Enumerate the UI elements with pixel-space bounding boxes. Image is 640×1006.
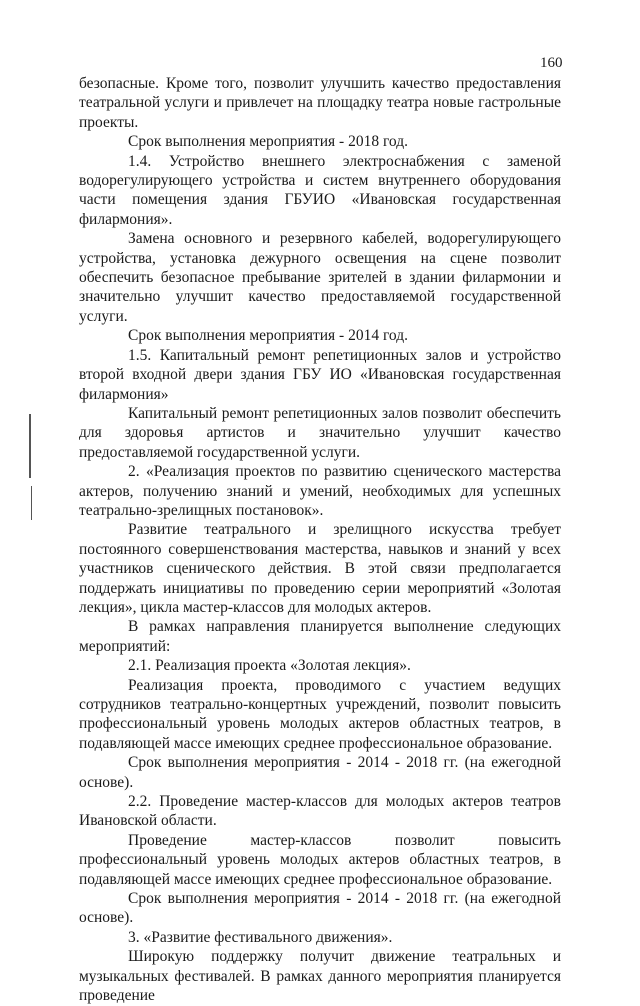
paragraph-13: Срок выполнения мероприятия - 2014 - 2018 гг. (на ежегодной основе). xyxy=(79,754,561,791)
paragraph-6: 1.5. Капитальный ремонт репетиционных залов и устройство второй входной двери здания ГБУ ИО «Ивановская государственная филармония» xyxy=(79,346,561,403)
paragraph-16: Срок выполнения мероприятия - 2014 - 2018 гг. (на ежегодной основе). xyxy=(79,890,561,927)
paragraph-9: Развитие театрального и зрелищного искусства требует постоянного совершенствования мастерства, навыков и знаний у всех участников сценического действия. В этой связи предполагается поддержать инициативы по проведению серии мероприятий «Золотая лекция», цикла мастер-классов для молодых актеров. xyxy=(79,521,561,616)
paragraph-18: Широкую поддержку получит движение театральных и музыкальных фестивалей. В рамках данного мероприятия планируется проведение xyxy=(79,948,561,1005)
paragraph-17: 3. «Развитие фестивального движения». xyxy=(128,928,393,946)
paragraph-11: 2.1. Реализация проекта «Золотая лекция». xyxy=(128,657,411,675)
paragraph-12: Реализация проекта, проводимого с участием ведущих сотрудников театрально-концертных учреждений, позволит повысить профессиональный уровень молодых актеров областных театров, в подавляющей массе имеющих среднее профессиональное образование. xyxy=(79,676,561,752)
paragraph-8: 2. «Реализация проектов по развитию сценического мастерства актеров, получению знаний и умений, необходимых для успешных театрально-зрелищных постановок». xyxy=(79,463,561,519)
paragraph-10: В рамках направления планируется выполнение следующих мероприятий: xyxy=(79,618,561,655)
paragraph-5: Срок выполнения мероприятия - 2014 год. xyxy=(128,327,408,345)
paragraph-15: Проведение мастер-классов позволит повысить профессиональный уровень молодых актеров областных театров, в подавляющей массе имеющих среднее профессиональное образование. xyxy=(79,831,561,888)
paragraph-3: 1.4. Устройство внешнего электроснабжения с заменой водорегулирующего устройства и систем внутреннего оборудования части помещения здания ГБУИО «Ивановская государственная филармония». xyxy=(79,152,561,228)
scan-artifact-mark xyxy=(31,486,32,520)
paragraph-1: безопасные. Кроме того, позволит улучшить качество предоставления театральной услуги и привлечет на площадку театра новые гастрольные проекты. xyxy=(79,75,561,131)
document-body xyxy=(79,74,561,1006)
page-number: 160 xyxy=(540,55,563,71)
paragraph-14: 2.2. Проведение мастер-классов для молодых актеров театров Ивановской области. xyxy=(79,793,561,830)
paragraph-2: Срок выполнения мероприятия - 2018 год. xyxy=(128,133,408,151)
paragraph-7: Капитальный ремонт репетиционных залов позволит обеспечить для здоровья артистов и значительно улучшит качество предоставляемой государственной услуги. xyxy=(79,404,561,461)
scan-artifact-mark xyxy=(29,414,31,478)
paragraph-4: Замена основного и резервного кабелей, водорегулирующего устройства, установка дежурного освещения на сцене позволит обеспечить безопасное пребывание зрителей в здании филармонии и значительно улучшит качество предоставляемой государственной услуги. xyxy=(79,230,561,325)
